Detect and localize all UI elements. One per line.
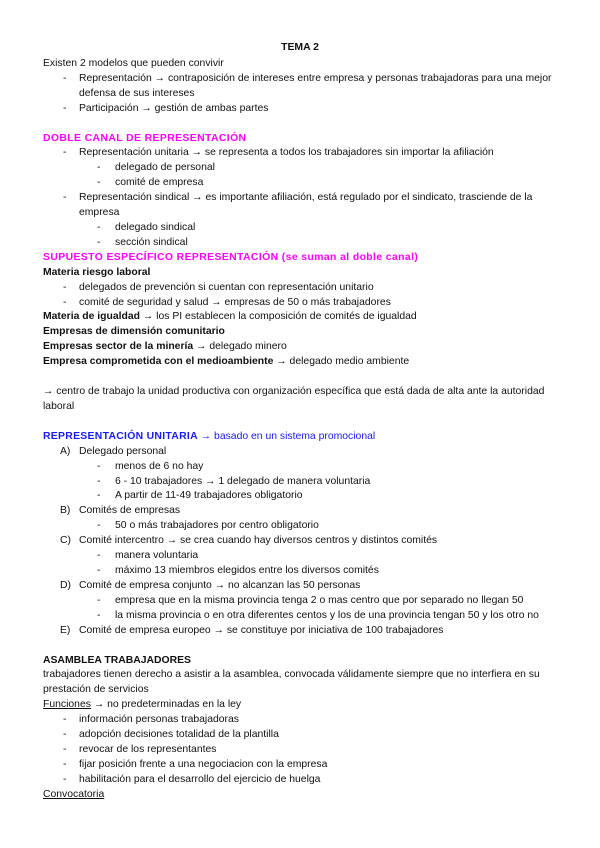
intro-text: Existen 2 modelos que pueden convivir bbox=[43, 57, 224, 69]
sub-list-item: - delegado sindical bbox=[115, 221, 557, 236]
list-item-text: Comités de empresas bbox=[79, 505, 181, 517]
medioambiente-line bbox=[43, 355, 557, 370]
funciones-text: → no predeterminadas en la ley bbox=[90, 699, 242, 711]
sub-list-item: - la misma provincia o en otra diferentes centos y los de una provincia tengan 50 y los otro no bbox=[115, 609, 557, 624]
medioambiente-text: → delegado medio ambiente bbox=[273, 356, 410, 368]
list-item: - Participación → gestión de ambas partes bbox=[79, 102, 557, 117]
unitaria-heading-text: → basado en un sistema promocional bbox=[197, 430, 376, 442]
supuesto-heading: SUPUESTO ESPECÍFICO REPRESENTACIÓN (se suman al doble canal) bbox=[43, 251, 419, 263]
sub-list-item: - sección sindical bbox=[115, 236, 557, 251]
list-item-text: Representación unitaria → se representa a todos los trabajadores sin importar la afiliación bbox=[79, 147, 494, 159]
list-item bbox=[79, 191, 557, 251]
sub-list-item: - máximo 13 miembros elegidos entre los diversos comités bbox=[115, 564, 557, 579]
list-item-text: Representación sindical → es importante afiliación, está regulado por el sindicato, trasciende de la empresa bbox=[79, 192, 533, 219]
sub-list-item: - comité de empresa bbox=[115, 176, 557, 191]
asamblea-heading: ASAMBLEA TRABAJADORES bbox=[43, 654, 191, 666]
sub-list bbox=[79, 519, 557, 534]
medioambiente-label: Empresa comprometida con el medioambiente bbox=[43, 356, 274, 368]
list-item-text: Comité intercentro → se crea cuando hay diversos centros y distintos comités bbox=[79, 535, 438, 547]
unitaria-heading-label: REPRESENTACIÓN UNITARIA bbox=[43, 430, 198, 442]
list-item: - comité de seguridad y salud → empresas de 50 o más trabajadores bbox=[79, 296, 557, 311]
list-item: - revocar de los representantes bbox=[79, 743, 557, 758]
list-item-text: Comité de empresa europeo → se constituye por iniciativa de 100 trabajadores bbox=[79, 624, 444, 636]
list-item: - información personas trabajadoras bbox=[79, 713, 557, 728]
asamblea-text: trabajadores tienen derecho a asistir a la asamblea, convocada válidamente siempre que no interfiera en su prestación de servicios bbox=[43, 669, 540, 696]
list-item bbox=[60, 534, 557, 579]
list-marker: E) bbox=[60, 624, 71, 636]
igualdad-label: Materia de igualdad bbox=[43, 311, 141, 323]
sub-list-item: - 6 - 10 trabajadores → 1 delegado de manera voluntaria bbox=[115, 475, 557, 490]
sub-list-item: - manera voluntaria bbox=[115, 549, 557, 564]
list-marker: B) bbox=[60, 505, 71, 517]
sub-list-item: - menos de 6 no hay bbox=[115, 460, 557, 475]
igualdad-line bbox=[43, 310, 557, 325]
list-item: - habilitación para el desarrollo del ejercicio de huelga bbox=[79, 773, 557, 788]
sub-list bbox=[79, 594, 557, 624]
list-item: - Representación → contraposición de intereses entre empresa y personas trabajadoras para una mejor defensa de sus intereses bbox=[79, 72, 557, 102]
list-marker: C) bbox=[60, 535, 71, 547]
minera-label: Empresas sector de la minería bbox=[43, 341, 194, 353]
unitaria-list bbox=[43, 445, 557, 639]
list-item bbox=[60, 579, 557, 624]
doble-canal-list bbox=[43, 146, 557, 250]
list-item: - delegados de prevención si cuentan con representación unitario bbox=[79, 281, 557, 296]
list-item-text: Delegado personal bbox=[79, 445, 167, 457]
convocatoria-label: Convocatoria bbox=[43, 788, 105, 800]
list-item bbox=[79, 146, 557, 191]
intro-list bbox=[43, 72, 557, 117]
sub-list bbox=[79, 460, 557, 505]
list-item: - adopción decisiones totalidad de la plantilla bbox=[79, 728, 557, 743]
doble-canal-heading: DOBLE CANAL DE REPRESENTACIÓN bbox=[43, 132, 247, 144]
minera-line bbox=[43, 340, 557, 355]
sub-list bbox=[79, 161, 557, 191]
list-marker: A) bbox=[60, 445, 71, 457]
list-marker: D) bbox=[60, 579, 71, 591]
sub-list-item: - A partir de 11-49 trabajadores obligatorio bbox=[115, 489, 557, 504]
riesgo-title: Materia riesgo laboral bbox=[43, 266, 151, 278]
minera-text: → delegado minero bbox=[193, 341, 287, 353]
sub-list-item: - delegado de personal bbox=[115, 161, 557, 176]
list-item bbox=[60, 624, 557, 639]
sub-list bbox=[79, 549, 557, 579]
list-item: - fijar posición frente a una negociacion con la empresa bbox=[79, 758, 557, 773]
centro-trabajo-text: → centro de trabajo la unidad productiva con organización específica que está dada de alta ante la autoridad laboral bbox=[43, 386, 545, 412]
igualdad-text: → los PI establecen la composición de comités de igualdad bbox=[140, 311, 417, 323]
comunitario-line: Empresas de dimensión comunitario bbox=[43, 326, 225, 338]
riesgo-list bbox=[43, 281, 557, 311]
sub-list bbox=[79, 221, 557, 251]
funciones-line bbox=[43, 698, 557, 713]
page-title: TEMA 2 bbox=[281, 42, 319, 53]
sub-list-item: - 50 o más trabajadores por centro obligatorio bbox=[115, 519, 557, 534]
funciones-label: Funciones bbox=[43, 699, 91, 711]
list-item bbox=[60, 445, 557, 505]
unitaria-heading bbox=[43, 430, 600, 445]
list-item bbox=[60, 504, 557, 534]
sub-list-item: - empresa que en la misma provincia tenga 2 o mas centro que por separado no llegan 50 bbox=[115, 594, 557, 609]
list-item-text: Comité de empresa conjunto → no alcanzan las 50 personas bbox=[79, 579, 361, 591]
funciones-list bbox=[43, 713, 557, 788]
